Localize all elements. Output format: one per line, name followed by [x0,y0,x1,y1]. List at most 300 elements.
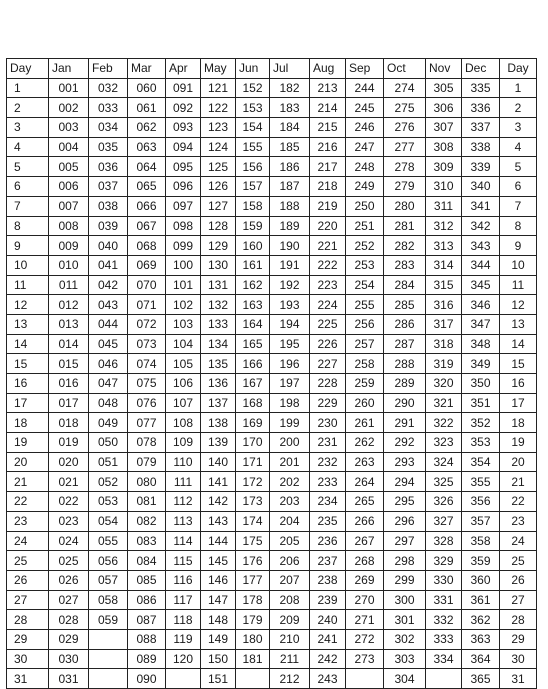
day-of-year-cell: 167 [236,374,270,394]
day-of-year-cell: 014 [49,334,89,354]
day-of-year-cell: 075 [128,374,166,394]
day-of-year-cell: 303 [384,649,426,669]
day-of-year-cell: 282 [384,236,426,256]
day-of-year-cell: 089 [128,649,166,669]
day-cell-right: 12 [500,295,537,315]
day-of-year-cell: 232 [310,452,346,472]
day-of-year-cell: 202 [270,472,310,492]
day-cell-right: 10 [500,255,537,275]
day-of-year-cell: 028 [49,610,89,630]
day-of-year-cell: 355 [462,472,500,492]
day-of-year-cell: 140 [201,452,236,472]
day-of-year-cell: 049 [89,413,128,433]
day-cell-right: 30 [500,649,537,669]
day-of-year-cell: 052 [89,472,128,492]
table-row [7,157,537,177]
day-of-year-cell: 157 [236,177,270,197]
day-of-year-cell: 081 [128,492,166,512]
table-row [7,196,537,216]
day-of-year-cell: 306 [426,98,462,118]
day-of-year-cell: 161 [236,255,270,275]
julian-date-table [6,58,537,689]
day-of-year-cell: 138 [201,413,236,433]
day-of-year-cell: 088 [128,629,166,649]
day-of-year-cell: 341 [462,196,500,216]
day-of-year-cell: 249 [346,177,384,197]
day-of-year-cell: 046 [89,354,128,374]
day-of-year-cell: 025 [49,551,89,571]
day-of-year-cell: 071 [128,295,166,315]
day-of-year-cell [89,649,128,669]
day-of-year-cell: 115 [166,551,201,571]
day-of-year-cell: 351 [462,393,500,413]
day-of-year-cell: 171 [236,452,270,472]
day-of-year-cell: 257 [346,334,384,354]
day-of-year-cell: 084 [128,551,166,571]
day-of-year-cell: 311 [426,196,462,216]
day-of-year-cell: 149 [201,629,236,649]
day-of-year-cell: 349 [462,354,500,374]
day-of-year-cell: 365 [462,669,500,689]
day-of-year-cell: 060 [128,78,166,98]
day-of-year-cell: 010 [49,255,89,275]
day-of-year-cell: 277 [384,137,426,157]
day-of-year-cell: 276 [384,118,426,138]
day-of-year-cell: 242 [310,649,346,669]
day-of-year-cell: 356 [462,492,500,512]
day-of-year-cell: 298 [384,551,426,571]
day-cell: 20 [7,452,49,472]
day-of-year-cell: 017 [49,393,89,413]
day-of-year-cell: 015 [49,354,89,374]
day-of-year-cell: 362 [462,610,500,630]
day-of-year-cell: 137 [201,393,236,413]
day-of-year-cell: 183 [270,98,310,118]
day-cell-right: 24 [500,531,537,551]
day-of-year-cell: 360 [462,570,500,590]
day-of-year-cell: 165 [236,334,270,354]
day-of-year-cell: 182 [270,78,310,98]
day-of-year-cell: 201 [270,452,310,472]
day-of-year-cell: 078 [128,433,166,453]
day-of-year-cell: 185 [270,137,310,157]
day-of-year-cell: 011 [49,275,89,295]
day-cell-right: 1 [500,78,537,98]
day-of-year-cell: 193 [270,295,310,315]
day-of-year-cell: 247 [346,137,384,157]
day-of-year-cell: 189 [270,216,310,236]
day-of-year-cell: 359 [462,551,500,571]
day-of-year-cell: 283 [384,255,426,275]
day-of-year-cell: 344 [462,255,500,275]
day-of-year-cell: 204 [270,511,310,531]
day-cell: 24 [7,531,49,551]
day-cell-right: 3 [500,118,537,138]
day-of-year-cell: 119 [166,629,201,649]
day-cell: 8 [7,216,49,236]
day-of-year-cell: 330 [426,570,462,590]
day-of-year-cell: 329 [426,551,462,571]
day-of-year-cell: 331 [426,590,462,610]
day-of-year-cell: 288 [384,354,426,374]
day-of-year-cell: 053 [89,492,128,512]
day-of-year-cell: 102 [166,295,201,315]
day-of-year-cell: 312 [426,216,462,236]
day-of-year-cell: 122 [201,98,236,118]
day-of-year-cell: 364 [462,649,500,669]
day-of-year-cell: 346 [462,295,500,315]
day-of-year-cell: 281 [384,216,426,236]
day-cell: 27 [7,590,49,610]
day-of-year-cell: 314 [426,255,462,275]
day-of-year-cell: 037 [89,177,128,197]
day-of-year-cell: 250 [346,196,384,216]
table-row [7,314,537,334]
day-cell: 12 [7,295,49,315]
day-of-year-cell: 040 [89,236,128,256]
day-cell-right: 26 [500,570,537,590]
day-of-year-cell: 243 [310,669,346,689]
day-of-year-cell: 099 [166,236,201,256]
day-of-year-cell: 316 [426,295,462,315]
day-of-year-cell: 096 [166,177,201,197]
day-of-year-cell: 062 [128,118,166,138]
day-of-year-cell: 227 [310,354,346,374]
day-of-year-cell: 107 [166,393,201,413]
day-of-year-cell: 272 [346,629,384,649]
day-of-year-cell: 068 [128,236,166,256]
day-of-year-cell: 268 [346,551,384,571]
day-of-year-cell [166,669,201,689]
day-cell-right: 15 [500,354,537,374]
day-cell: 3 [7,118,49,138]
day-of-year-cell: 300 [384,590,426,610]
day-of-year-cell: 325 [426,472,462,492]
day-of-year-cell: 297 [384,531,426,551]
day-of-year-cell: 207 [270,570,310,590]
day-of-year-cell: 209 [270,610,310,630]
day-of-year-cell: 069 [128,255,166,275]
day-of-year-cell: 076 [128,393,166,413]
day-of-year-cell: 308 [426,137,462,157]
day-of-year-cell: 169 [236,413,270,433]
day-of-year-cell: 266 [346,511,384,531]
day-of-year-cell: 039 [89,216,128,236]
day-of-year-cell: 198 [270,393,310,413]
day-of-year-cell: 290 [384,393,426,413]
day-of-year-cell: 090 [128,669,166,689]
day-of-year-cell: 318 [426,334,462,354]
day-of-year-cell: 261 [346,413,384,433]
day-cell: 15 [7,354,49,374]
day-of-year-cell: 270 [346,590,384,610]
day-of-year-cell: 214 [310,98,346,118]
day-cell-right: 14 [500,334,537,354]
day-of-year-cell: 208 [270,590,310,610]
day-cell: 10 [7,255,49,275]
day-of-year-cell: 121 [201,78,236,98]
day-of-year-cell: 006 [49,177,89,197]
day-of-year-cell: 103 [166,314,201,334]
day-cell: 11 [7,275,49,295]
header-cell-dec: Dec [462,59,500,79]
day-of-year-cell: 246 [346,118,384,138]
day-cell: 14 [7,334,49,354]
day-of-year-cell: 225 [310,314,346,334]
day-cell-right: 18 [500,413,537,433]
day-of-year-cell: 336 [462,98,500,118]
day-of-year-cell: 163 [236,295,270,315]
day-of-year-cell: 194 [270,314,310,334]
day-of-year-cell: 228 [310,374,346,394]
day-of-year-cell: 292 [384,433,426,453]
day-of-year-cell: 178 [236,590,270,610]
day-of-year-cell: 054 [89,511,128,531]
day-of-year-cell: 317 [426,314,462,334]
day-of-year-cell: 245 [346,98,384,118]
day-of-year-cell: 104 [166,334,201,354]
day-cell: 1 [7,78,49,98]
day-of-year-cell: 218 [310,177,346,197]
day-of-year-cell: 220 [310,216,346,236]
day-of-year-cell: 005 [49,157,89,177]
day-of-year-cell: 332 [426,610,462,630]
day-of-year-cell: 093 [166,118,201,138]
day-of-year-cell: 155 [236,137,270,157]
day-of-year-cell: 124 [201,137,236,157]
day-of-year-cell: 058 [89,590,128,610]
day-of-year-cell: 287 [384,334,426,354]
day-of-year-cell: 148 [201,610,236,630]
day-of-year-cell: 007 [49,196,89,216]
table-row [7,295,537,315]
day-of-year-cell: 253 [346,255,384,275]
day-of-year-cell: 352 [462,413,500,433]
day-of-year-cell: 354 [462,452,500,472]
day-of-year-cell: 002 [49,98,89,118]
day-cell-right: 31 [500,669,537,689]
header-cell-feb: Feb [89,59,128,79]
header-row [7,59,537,79]
day-of-year-cell: 003 [49,118,89,138]
day-of-year-cell: 059 [89,610,128,630]
day-of-year-cell [89,669,128,689]
day-of-year-cell: 147 [201,590,236,610]
day-of-year-cell: 195 [270,334,310,354]
day-of-year-cell: 172 [236,472,270,492]
day-of-year-cell: 024 [49,531,89,551]
table-row [7,255,537,275]
day-of-year-cell: 067 [128,216,166,236]
day-of-year-cell: 302 [384,629,426,649]
day-of-year-cell: 082 [128,511,166,531]
day-of-year-cell: 339 [462,157,500,177]
header-cell-apr: Apr [166,59,201,79]
header-cell-jun: Jun [236,59,270,79]
day-of-year-cell: 013 [49,314,89,334]
day-of-year-cell: 210 [270,629,310,649]
day-of-year-cell: 083 [128,531,166,551]
day-of-year-cell: 241 [310,629,346,649]
day-of-year-cell: 199 [270,413,310,433]
day-cell: 19 [7,433,49,453]
day-cell: 30 [7,649,49,669]
day-of-year-cell: 061 [128,98,166,118]
day-of-year-cell: 327 [426,511,462,531]
table-row [7,275,537,295]
day-of-year-cell: 026 [49,570,89,590]
header-cell-may: May [201,59,236,79]
table-row [7,393,537,413]
day-cell: 18 [7,413,49,433]
day-cell-right: 4 [500,137,537,157]
day-of-year-cell: 275 [384,98,426,118]
day-of-year-cell: 186 [270,157,310,177]
day-of-year-cell: 296 [384,511,426,531]
day-of-year-cell: 333 [426,629,462,649]
day-of-year-cell: 072 [128,314,166,334]
day-of-year-cell: 108 [166,413,201,433]
day-of-year-cell: 100 [166,255,201,275]
day-cell-right: 21 [500,472,537,492]
day-of-year-cell: 231 [310,433,346,453]
day-of-year-cell: 123 [201,118,236,138]
table-row [7,570,537,590]
day-of-year-cell: 345 [462,275,500,295]
day-of-year-cell: 324 [426,452,462,472]
day-of-year-cell: 184 [270,118,310,138]
day-of-year-cell: 293 [384,452,426,472]
day-cell: 2 [7,98,49,118]
day-of-year-cell: 118 [166,610,201,630]
table-row [7,551,537,571]
day-of-year-cell: 043 [89,295,128,315]
day-of-year-cell: 251 [346,216,384,236]
day-of-year-cell: 363 [462,629,500,649]
day-cell-right: 20 [500,452,537,472]
day-of-year-cell: 309 [426,157,462,177]
day-of-year-cell: 092 [166,98,201,118]
day-of-year-cell: 252 [346,236,384,256]
day-of-year-cell: 284 [384,275,426,295]
day-of-year-cell: 205 [270,531,310,551]
day-of-year-cell: 342 [462,216,500,236]
day-of-year-cell: 095 [166,157,201,177]
day-of-year-cell: 116 [166,570,201,590]
day-of-year-cell: 187 [270,177,310,197]
day-cell: 22 [7,492,49,512]
day-cell-right: 17 [500,393,537,413]
day-cell-right: 19 [500,433,537,453]
day-of-year-cell: 322 [426,413,462,433]
day-of-year-cell: 151 [201,669,236,689]
day-of-year-cell: 264 [346,472,384,492]
day-of-year-cell: 033 [89,98,128,118]
day-of-year-cell: 065 [128,177,166,197]
day-of-year-cell: 221 [310,236,346,256]
day-of-year-cell: 286 [384,314,426,334]
day-of-year-cell: 285 [384,295,426,315]
day-of-year-cell: 129 [201,236,236,256]
day-of-year-cell: 216 [310,137,346,157]
day-of-year-cell: 258 [346,354,384,374]
day-of-year-cell: 337 [462,118,500,138]
header-cell-sep: Sep [346,59,384,79]
day-of-year-cell: 181 [236,649,270,669]
day-of-year-cell: 020 [49,452,89,472]
day-of-year-cell: 156 [236,157,270,177]
day-of-year-cell [346,669,384,689]
table-row [7,511,537,531]
day-of-year-cell: 240 [310,610,346,630]
table-row [7,629,537,649]
day-of-year-cell: 200 [270,433,310,453]
day-of-year-cell: 223 [310,275,346,295]
day-of-year-cell: 295 [384,492,426,512]
day-of-year-cell: 320 [426,374,462,394]
day-of-year-cell: 179 [236,610,270,630]
day-cell-right: 16 [500,374,537,394]
day-of-year-cell: 131 [201,275,236,295]
header-cell-day-right: Day [500,59,537,79]
day-of-year-cell: 016 [49,374,89,394]
day-of-year-cell: 128 [201,216,236,236]
day-cell-right: 2 [500,98,537,118]
table-row [7,78,537,98]
day-of-year-cell: 047 [89,374,128,394]
day-cell-right: 27 [500,590,537,610]
day-cell: 26 [7,570,49,590]
day-cell-right: 8 [500,216,537,236]
day-cell-right: 25 [500,551,537,571]
day-of-year-cell: 173 [236,492,270,512]
day-of-year-cell: 236 [310,531,346,551]
header-cell-day: Day [7,59,49,79]
day-cell: 9 [7,236,49,256]
day-of-year-cell: 070 [128,275,166,295]
day-cell-right: 6 [500,177,537,197]
day-of-year-cell: 230 [310,413,346,433]
day-cell-right: 11 [500,275,537,295]
day-of-year-cell: 254 [346,275,384,295]
day-of-year-cell: 213 [310,78,346,98]
day-cell: 13 [7,314,49,334]
table-row [7,98,537,118]
day-of-year-cell: 153 [236,98,270,118]
day-of-year-cell: 094 [166,137,201,157]
day-of-year-cell: 029 [49,629,89,649]
day-of-year-cell: 278 [384,157,426,177]
day-of-year-cell: 035 [89,137,128,157]
day-of-year-cell: 289 [384,374,426,394]
day-of-year-cell: 146 [201,570,236,590]
day-of-year-cell: 235 [310,511,346,531]
day-cell-right: 23 [500,511,537,531]
day-cell: 6 [7,177,49,197]
table-body [7,78,537,688]
day-of-year-cell: 073 [128,334,166,354]
day-cell: 17 [7,393,49,413]
day-of-year-cell: 009 [49,236,89,256]
day-of-year-cell: 144 [201,531,236,551]
header-cell-mar: Mar [128,59,166,79]
table-row [7,452,537,472]
day-of-year-cell: 143 [201,511,236,531]
day-of-year-cell: 110 [166,452,201,472]
table-row [7,413,537,433]
header-cell-oct: Oct [384,59,426,79]
day-of-year-cell: 192 [270,275,310,295]
